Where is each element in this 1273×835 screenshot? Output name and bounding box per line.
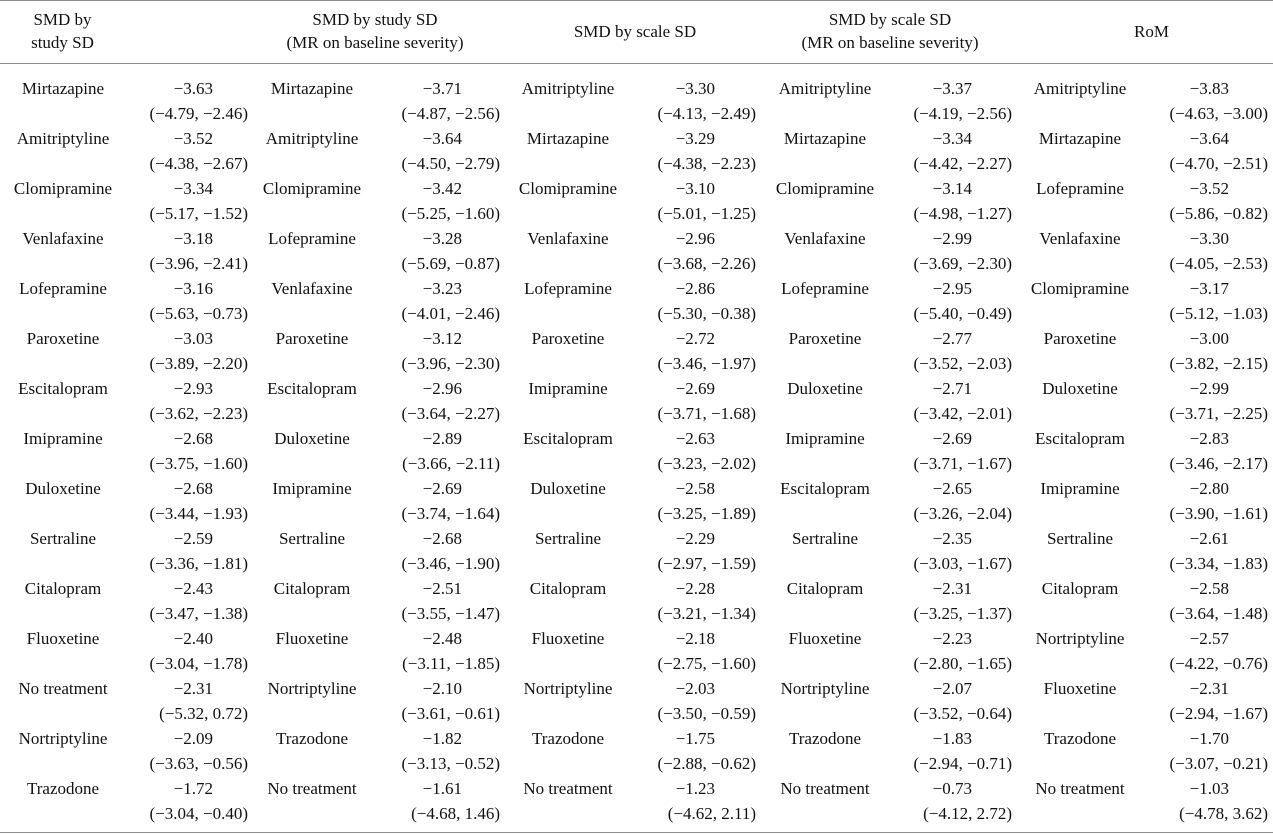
- table-row: [0, 526, 1273, 576]
- drug-name-smd-scale-sd-mr: Venlafaxine: [784, 229, 866, 248]
- drug-name-smd-study-sd: Fluoxetine: [26, 629, 100, 648]
- drug-name-smd-study-sd: Amitriptyline: [16, 129, 110, 148]
- drug-name-smd-scale-sd-mr: Mirtazapine: [783, 129, 867, 148]
- drug-name-smd-scale-sd: Venlafaxine: [527, 229, 609, 248]
- estimate-smd-study-sd-mr: −2.69: [422, 479, 462, 498]
- drug-name-rom: Mirtazapine: [1038, 129, 1122, 148]
- drug-name-rom: Lofepramine: [1036, 179, 1124, 198]
- estimate-rom: −3.30: [1189, 229, 1229, 248]
- estimate-smd-scale-sd-mr: −2.65: [932, 479, 972, 498]
- confidence-interval-smd-scale-sd: (−3.25, −1.89): [657, 504, 756, 523]
- confidence-interval-rom: (−4.05, −2.53): [1169, 254, 1268, 273]
- drug-name-smd-study-sd-mr: Fluoxetine: [275, 629, 349, 648]
- confidence-interval-smd-scale-sd-mr: (−3.71, −1.67): [913, 454, 1012, 473]
- estimate-smd-study-sd-mr: −3.64: [422, 129, 462, 148]
- drug-name-smd-study-sd: Citalopram: [24, 579, 102, 598]
- confidence-interval-smd-scale-sd: (−5.01, −1.25): [657, 204, 756, 223]
- estimate-smd-scale-sd-mr: −0.73: [932, 779, 972, 798]
- estimate-smd-study-sd: −3.18: [173, 229, 213, 248]
- confidence-interval-rom: (−4.70, −2.51): [1169, 154, 1268, 173]
- estimate-smd-scale-sd: −2.72: [675, 329, 715, 348]
- confidence-interval-smd-study-sd: (−3.63, −0.56): [149, 754, 248, 773]
- estimate-rom: −3.83: [1189, 79, 1229, 98]
- estimate-smd-scale-sd: −2.69: [675, 379, 715, 398]
- table-row: [0, 626, 1273, 676]
- drug-name-smd-study-sd: Trazodone: [26, 779, 100, 798]
- confidence-interval-smd-scale-sd-mr: (−3.25, −1.37): [913, 604, 1012, 623]
- confidence-interval-smd-study-sd: (−5.63, −0.73): [149, 304, 248, 323]
- estimate-rom: −1.70: [1189, 729, 1229, 748]
- confidence-interval-smd-scale-sd-mr: (−2.80, −1.65): [913, 654, 1012, 673]
- estimate-smd-study-sd-mr: −1.82: [422, 729, 462, 748]
- drug-name-smd-study-sd: Nortriptyline: [18, 729, 108, 748]
- drug-name-smd-study-sd-mr: Amitriptyline: [265, 129, 359, 148]
- estimate-smd-study-sd-mr: −3.12: [422, 329, 462, 348]
- confidence-interval-smd-scale-sd-mr: (−4.98, −1.27): [913, 204, 1012, 223]
- drug-name-rom: Duloxetine: [1042, 379, 1118, 398]
- estimate-smd-study-sd: −1.72: [173, 779, 213, 798]
- table-row: [0, 76, 1273, 126]
- table-row: [0, 176, 1273, 226]
- confidence-interval-rom: (−3.46, −2.17): [1169, 454, 1268, 473]
- drug-name-smd-study-sd: Venlafaxine: [22, 229, 104, 248]
- confidence-interval-smd-scale-sd: (−2.97, −1.59): [657, 554, 756, 573]
- confidence-interval-smd-study-sd: (−3.04, −0.40): [149, 804, 248, 823]
- drug-name-smd-study-sd: Mirtazapine: [21, 79, 105, 98]
- drug-name-smd-study-sd-mr: Citalopram: [273, 579, 351, 598]
- drug-name-smd-scale-sd: Lofepramine: [524, 279, 612, 298]
- confidence-interval-smd-study-sd: (−5.17, −1.52): [149, 204, 248, 223]
- drug-name-smd-scale-sd: Imipramine: [528, 379, 608, 398]
- drug-name-smd-scale-sd-mr: Lofepramine: [781, 279, 869, 298]
- confidence-interval-smd-scale-sd: (−2.75, −1.60): [657, 654, 756, 673]
- drug-name-smd-study-sd-mr: Imipramine: [272, 479, 352, 498]
- estimate-rom: −3.52: [1189, 179, 1229, 198]
- table-row: [0, 376, 1273, 426]
- estimate-rom: −1.03: [1189, 779, 1229, 798]
- drug-name-smd-study-sd: Clomipramine: [13, 179, 113, 198]
- drug-name-smd-scale-sd-mr: Amitriptyline: [778, 79, 872, 98]
- confidence-interval-smd-study-sd: (−3.44, −1.93): [149, 504, 248, 523]
- confidence-interval-smd-study-sd: (−3.04, −1.78): [149, 654, 248, 673]
- confidence-interval-smd-study-sd: (−3.36, −1.81): [149, 554, 248, 573]
- estimate-smd-scale-sd-mr: −3.37: [932, 79, 972, 98]
- confidence-interval-smd-scale-sd-mr: (−3.26, −2.04): [913, 504, 1012, 523]
- drug-name-smd-study-sd-mr: Sertraline: [278, 529, 346, 548]
- estimate-smd-scale-sd: −2.29: [675, 529, 715, 548]
- estimate-smd-scale-sd: −3.10: [675, 179, 715, 198]
- confidence-interval-smd-scale-sd-mr: (−4.12, 2.72): [923, 804, 1012, 823]
- confidence-interval-rom: (−3.82, −2.15): [1169, 354, 1268, 373]
- estimate-smd-study-sd-mr: −2.51: [422, 579, 462, 598]
- estimate-smd-scale-sd-mr: −2.71: [932, 379, 972, 398]
- drug-name-smd-study-sd-mr: Paroxetine: [275, 329, 349, 348]
- confidence-interval-smd-study-sd: (−4.79, −2.46): [149, 104, 248, 123]
- confidence-interval-smd-scale-sd: (−3.68, −2.26): [657, 254, 756, 273]
- confidence-interval-smd-study-sd-mr: (−4.68, 1.46): [411, 804, 500, 823]
- drug-name-smd-scale-sd: Escitalopram: [523, 429, 613, 448]
- confidence-interval-smd-study-sd-mr: (−3.74, −1.64): [401, 504, 500, 523]
- estimate-smd-scale-sd-mr: −2.95: [932, 279, 972, 298]
- drug-name-smd-study-sd: Escitalopram: [18, 379, 108, 398]
- confidence-interval-smd-scale-sd: (−3.71, −1.68): [657, 404, 756, 423]
- drug-name-smd-study-sd-mr: Venlafaxine: [271, 279, 353, 298]
- drug-name-rom: Trazodone: [1043, 729, 1117, 748]
- confidence-interval-smd-study-sd-mr: (−3.55, −1.47): [401, 604, 500, 623]
- table-row: [0, 476, 1273, 526]
- confidence-interval-smd-study-sd-mr: (−3.13, −0.52): [401, 754, 500, 773]
- confidence-interval-smd-study-sd-mr: (−3.46, −1.90): [401, 554, 500, 573]
- confidence-interval-smd-study-sd: (−3.75, −1.60): [149, 454, 248, 473]
- estimate-smd-scale-sd-mr: −3.14: [932, 179, 972, 198]
- drug-name-smd-study-sd-mr: Trazodone: [275, 729, 349, 748]
- confidence-interval-smd-scale-sd-mr: (−4.19, −2.56): [913, 104, 1012, 123]
- estimate-smd-study-sd: −3.16: [173, 279, 213, 298]
- confidence-interval-smd-study-sd-mr: (−5.25, −1.60): [401, 204, 500, 223]
- drug-name-rom: Imipramine: [1040, 479, 1120, 498]
- column-header-smd-scale-sd-mr: SMD by scale SD (MR on baseline severity): [801, 10, 979, 52]
- drug-name-smd-scale-sd-mr: Fluoxetine: [788, 629, 862, 648]
- drug-name-rom: Nortriptyline: [1035, 629, 1125, 648]
- table-row: [0, 726, 1273, 776]
- estimate-smd-study-sd: −2.68: [173, 429, 213, 448]
- estimate-smd-scale-sd: −2.63: [675, 429, 715, 448]
- confidence-interval-smd-scale-sd-mr: (−3.52, −0.64): [913, 704, 1012, 723]
- drug-name-smd-study-sd-mr: Clomipramine: [262, 179, 362, 198]
- confidence-interval-smd-scale-sd: (−4.38, −2.23): [657, 154, 756, 173]
- estimate-smd-study-sd: −3.03: [173, 329, 213, 348]
- confidence-interval-smd-scale-sd-mr: (−3.03, −1.67): [913, 554, 1012, 573]
- drug-name-smd-scale-sd-mr: Paroxetine: [788, 329, 862, 348]
- confidence-interval-smd-study-sd-mr: (−3.96, −2.30): [401, 354, 500, 373]
- drug-name-smd-scale-sd: No treatment: [523, 779, 613, 798]
- estimate-smd-scale-sd-mr: −2.77: [932, 329, 972, 348]
- estimate-rom: −3.17: [1189, 279, 1229, 298]
- column-header-rom: RoM: [1134, 21, 1169, 41]
- drug-name-smd-study-sd: No treatment: [18, 679, 108, 698]
- drug-name-smd-scale-sd: Citalopram: [529, 579, 607, 598]
- confidence-interval-rom: (−3.64, −1.48): [1169, 604, 1268, 623]
- estimate-smd-study-sd: −2.31: [173, 679, 213, 698]
- drug-name-smd-scale-sd-mr: Sertraline: [791, 529, 859, 548]
- estimate-rom: −2.80: [1189, 479, 1229, 498]
- confidence-interval-smd-scale-sd: (−4.62, 2.11): [667, 804, 756, 823]
- estimate-smd-scale-sd: −2.58: [675, 479, 715, 498]
- drug-name-rom: Fluoxetine: [1043, 679, 1117, 698]
- confidence-interval-smd-study-sd: (−3.96, −2.41): [149, 254, 248, 273]
- table-row: [0, 576, 1273, 626]
- drug-name-smd-scale-sd-mr: Nortriptyline: [780, 679, 870, 698]
- drug-name-smd-scale-sd-mr: Citalopram: [786, 579, 864, 598]
- confidence-interval-smd-scale-sd-mr: (−5.40, −0.49): [913, 304, 1012, 323]
- column-header-smd-study-sd: SMD by study SD: [31, 10, 94, 52]
- estimate-smd-study-sd-mr: −2.48: [422, 629, 462, 648]
- estimate-smd-study-sd-mr: −2.89: [422, 429, 462, 448]
- confidence-interval-smd-scale-sd: (−5.30, −0.38): [657, 304, 756, 323]
- table-row: [0, 276, 1273, 326]
- confidence-interval-smd-scale-sd: (−3.46, −1.97): [657, 354, 756, 373]
- estimate-smd-scale-sd-mr: −2.31: [932, 579, 972, 598]
- drug-name-smd-study-sd-mr: Mirtazapine: [270, 79, 354, 98]
- table-row: [0, 776, 1273, 826]
- confidence-interval-smd-scale-sd: (−3.50, −0.59): [657, 704, 756, 723]
- drug-name-rom: Venlafaxine: [1039, 229, 1121, 248]
- drug-name-rom: Paroxetine: [1043, 329, 1117, 348]
- confidence-interval-rom: (−3.07, −0.21): [1169, 754, 1268, 773]
- table-bottom-rule: [0, 832, 1273, 833]
- estimate-smd-study-sd: −2.43: [173, 579, 213, 598]
- confidence-interval-smd-study-sd: (−3.89, −2.20): [149, 354, 248, 373]
- drug-name-smd-scale-sd: Duloxetine: [530, 479, 606, 498]
- table-row: [0, 426, 1273, 476]
- estimate-smd-study-sd-mr: −2.10: [422, 679, 462, 698]
- confidence-interval-smd-scale-sd-mr: (−3.69, −2.30): [913, 254, 1012, 273]
- estimate-smd-scale-sd: −1.23: [675, 779, 715, 798]
- drug-name-smd-scale-sd: Fluoxetine: [531, 629, 605, 648]
- drug-name-smd-scale-sd-mr: Escitalopram: [780, 479, 870, 498]
- estimate-rom: −2.58: [1189, 579, 1229, 598]
- estimate-rom: −2.99: [1189, 379, 1229, 398]
- confidence-interval-smd-scale-sd-mr: (−3.52, −2.03): [913, 354, 1012, 373]
- confidence-interval-rom: (−5.86, −0.82): [1169, 204, 1268, 223]
- confidence-interval-rom: (−3.34, −1.83): [1169, 554, 1268, 573]
- drug-name-smd-study-sd: Paroxetine: [26, 329, 100, 348]
- estimate-smd-scale-sd: −2.03: [675, 679, 715, 698]
- estimate-smd-scale-sd: −2.96: [675, 229, 715, 248]
- drug-name-smd-scale-sd: Sertraline: [534, 529, 602, 548]
- estimate-rom: −2.61: [1189, 529, 1229, 548]
- drug-name-smd-study-sd-mr: Nortriptyline: [267, 679, 357, 698]
- confidence-interval-smd-study-sd-mr: (−4.01, −2.46): [401, 304, 500, 323]
- drug-name-smd-study-sd-mr: Escitalopram: [267, 379, 357, 398]
- estimate-smd-study-sd: −3.34: [173, 179, 213, 198]
- estimate-smd-scale-sd: −3.30: [675, 79, 715, 98]
- estimate-rom: −2.31: [1189, 679, 1229, 698]
- estimate-smd-study-sd: −2.59: [173, 529, 213, 548]
- confidence-interval-smd-study-sd-mr: (−5.69, −0.87): [401, 254, 500, 273]
- table-row: [0, 676, 1273, 726]
- drug-name-smd-scale-sd: Clomipramine: [518, 179, 618, 198]
- drug-name-smd-scale-sd: Trazodone: [531, 729, 605, 748]
- drug-name-smd-study-sd: Duloxetine: [25, 479, 101, 498]
- drug-name-smd-study-sd-mr: Lofepramine: [268, 229, 356, 248]
- confidence-interval-smd-study-sd: (−5.32, 0.72): [159, 704, 248, 723]
- drug-name-smd-scale-sd-mr: Duloxetine: [787, 379, 863, 398]
- estimate-smd-study-sd-mr: −3.42: [422, 179, 462, 198]
- estimate-smd-study-sd: −2.40: [173, 629, 213, 648]
- confidence-interval-smd-study-sd-mr: (−3.61, −0.61): [401, 704, 500, 723]
- estimate-smd-study-sd: −3.63: [173, 79, 213, 98]
- estimate-smd-scale-sd-mr: −1.83: [932, 729, 972, 748]
- estimate-smd-scale-sd-mr: −2.99: [932, 229, 972, 248]
- confidence-interval-smd-scale-sd: (−3.21, −1.34): [657, 604, 756, 623]
- estimate-smd-study-sd-mr: −1.61: [422, 779, 462, 798]
- estimate-smd-scale-sd: −2.86: [675, 279, 715, 298]
- confidence-interval-rom: (−2.94, −1.67): [1169, 704, 1268, 723]
- drug-name-smd-scale-sd-mr: Trazodone: [788, 729, 862, 748]
- confidence-interval-rom: (−4.22, −0.76): [1169, 654, 1268, 673]
- estimate-smd-scale-sd: −1.75: [675, 729, 715, 748]
- estimate-smd-scale-sd-mr: −3.34: [932, 129, 972, 148]
- drug-name-smd-scale-sd-mr: Imipramine: [785, 429, 865, 448]
- confidence-interval-rom: (−4.78, 3.62): [1179, 804, 1268, 823]
- drug-name-smd-study-sd-mr: No treatment: [267, 779, 357, 798]
- drug-name-smd-scale-sd: Paroxetine: [531, 329, 605, 348]
- drug-name-smd-study-sd-mr: Duloxetine: [274, 429, 350, 448]
- confidence-interval-rom: (−4.63, −3.00): [1169, 104, 1268, 123]
- estimate-smd-study-sd-mr: −2.96: [422, 379, 462, 398]
- confidence-interval-smd-scale-sd-mr: (−4.42, −2.27): [913, 154, 1012, 173]
- confidence-interval-smd-study-sd: (−3.47, −1.38): [149, 604, 248, 623]
- drug-name-smd-study-sd: Lofepramine: [19, 279, 107, 298]
- confidence-interval-smd-study-sd-mr: (−3.11, −1.85): [402, 654, 500, 673]
- estimate-smd-study-sd-mr: −3.71: [422, 79, 462, 98]
- table-row: [0, 226, 1273, 276]
- drug-name-rom: Escitalopram: [1035, 429, 1125, 448]
- confidence-interval-smd-scale-sd: (−2.88, −0.62): [657, 754, 756, 773]
- drug-name-rom: Citalopram: [1041, 579, 1119, 598]
- drug-name-smd-study-sd: Imipramine: [23, 429, 103, 448]
- column-header-smd-study-sd-mr: SMD by study SD (MR on baseline severity): [286, 10, 464, 52]
- header-rule: [0, 63, 1273, 64]
- confidence-interval-rom: (−3.90, −1.61): [1169, 504, 1268, 523]
- estimate-smd-scale-sd-mr: −2.23: [932, 629, 972, 648]
- drug-name-smd-scale-sd: Amitriptyline: [521, 79, 615, 98]
- confidence-interval-smd-study-sd-mr: (−4.87, −2.56): [401, 104, 500, 123]
- confidence-interval-smd-scale-sd-mr: (−3.42, −2.01): [913, 404, 1012, 423]
- estimate-smd-study-sd-mr: −3.23: [422, 279, 462, 298]
- confidence-interval-smd-study-sd: (−4.38, −2.67): [149, 154, 248, 173]
- estimate-smd-scale-sd: −3.29: [675, 129, 715, 148]
- confidence-interval-smd-study-sd-mr: (−3.66, −2.11): [402, 454, 500, 473]
- confidence-interval-smd-study-sd: (−3.62, −2.23): [149, 404, 248, 423]
- table-row: [0, 326, 1273, 376]
- drug-name-rom: Clomipramine: [1030, 279, 1130, 298]
- estimate-smd-study-sd-mr: −3.28: [422, 229, 462, 248]
- estimate-rom: −2.83: [1189, 429, 1229, 448]
- drug-name-smd-scale-sd: Nortriptyline: [523, 679, 613, 698]
- confidence-interval-smd-study-sd-mr: (−3.64, −2.27): [401, 404, 500, 423]
- drug-name-smd-scale-sd-mr: No treatment: [780, 779, 870, 798]
- estimate-smd-study-sd: −3.52: [173, 129, 213, 148]
- drug-name-rom: Sertraline: [1046, 529, 1114, 548]
- confidence-interval-smd-study-sd-mr: (−4.50, −2.79): [401, 154, 500, 173]
- estimate-smd-scale-sd-mr: −2.69: [932, 429, 972, 448]
- estimate-smd-scale-sd: −2.28: [675, 579, 715, 598]
- table-row: [0, 126, 1273, 176]
- confidence-interval-rom: (−3.71, −2.25): [1169, 404, 1268, 423]
- estimate-smd-study-sd-mr: −2.68: [422, 529, 462, 548]
- drug-name-smd-scale-sd: Mirtazapine: [526, 129, 610, 148]
- estimate-rom: −2.57: [1189, 629, 1229, 648]
- confidence-interval-smd-scale-sd: (−3.23, −2.02): [657, 454, 756, 473]
- estimate-smd-scale-sd-mr: −2.35: [932, 529, 972, 548]
- column-header-smd-scale-sd: SMD by scale SD: [573, 21, 697, 41]
- confidence-interval-smd-scale-sd: (−4.13, −2.49): [657, 104, 756, 123]
- estimate-smd-scale-sd: −2.18: [675, 629, 715, 648]
- estimate-smd-study-sd: −2.68: [173, 479, 213, 498]
- estimate-rom: −3.00: [1189, 329, 1229, 348]
- confidence-interval-smd-scale-sd-mr: (−2.94, −0.71): [913, 754, 1012, 773]
- drug-name-rom: Amitriptyline: [1033, 79, 1127, 98]
- estimate-smd-scale-sd-mr: −2.07: [932, 679, 972, 698]
- estimate-rom: −3.64: [1189, 129, 1229, 148]
- estimate-smd-study-sd: −2.93: [173, 379, 213, 398]
- confidence-interval-rom: (−5.12, −1.03): [1169, 304, 1268, 323]
- drug-name-rom: No treatment: [1035, 779, 1125, 798]
- drug-name-smd-scale-sd-mr: Clomipramine: [775, 179, 875, 198]
- drug-name-smd-study-sd: Sertraline: [29, 529, 97, 548]
- estimate-smd-study-sd: −2.09: [173, 729, 213, 748]
